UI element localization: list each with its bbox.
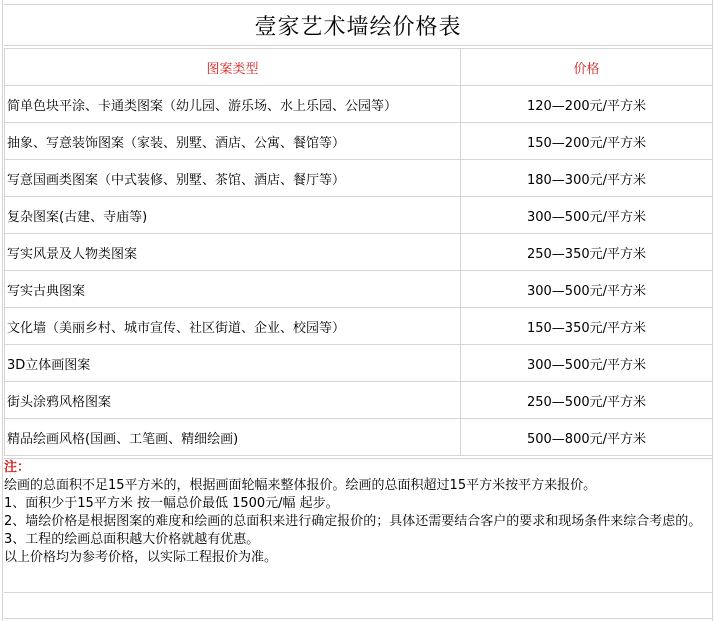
row-price-cell[interactable]: 150—350元/平方米 [461,308,713,345]
grid-line [4,618,712,619]
row-price-cell[interactable]: 300—500元/平方米 [461,197,713,234]
note-line: 1、面积少于15平方米 按一幅总价最低 1500元/幅 起步。 [4,496,339,511]
row-price-cell[interactable]: 250—350元/平方米 [461,234,713,271]
header-row [5,49,713,86]
table-row [5,345,713,382]
row-type-cell[interactable]: 写实风景及人物类图案 [5,234,461,271]
row-type-cell[interactable]: 写实古典图案 [5,271,461,308]
row-type-cell[interactable]: 3D立体画图案 [5,345,461,382]
table-row [5,86,713,123]
row-type-cell[interactable]: 写意国画类图案（中式装修、别墅、茶馆、酒店、餐厅等） [5,160,461,197]
header-price[interactable]: 价格 [461,49,713,86]
table-row [5,123,713,160]
row-price-cell[interactable]: 180—300元/平方米 [461,160,713,197]
table-row [5,197,713,234]
row-type-cell[interactable]: 文化墙（美丽乡村、城市宣传、社区街道、企业、校园等） [5,308,461,345]
table-row [5,160,713,197]
row-price-cell[interactable]: 120—200元/平方米 [461,86,713,123]
notes-label: 注： [4,460,31,475]
price-table [4,48,713,456]
notes-block[interactable] [4,458,712,567]
table-row [5,419,713,456]
note-line: 2、墙绘价格是根据图案的难度和绘画的总面积来进行确定报价的；具体还需要结合客户的要求和现场条件来综合考虑的。 [4,514,702,529]
note-line: 以上价格均为参考价格，以实际工程报价为准。 [4,550,278,565]
note-line: 绘画的总面积不足15平方米的，根据画面轮幅来整体报价。绘画的总面积超过15平方米按平方来报价。 [4,478,597,493]
table-row [5,382,713,419]
note-line: 3、工程的绘画总面积越大价格就越有优惠。 [4,532,260,547]
row-price-cell[interactable]: 300—500元/平方米 [461,345,713,382]
header-type[interactable]: 图案类型 [5,49,461,86]
sheet-title[interactable]: 壹家艺术墙绘价格表 [4,4,712,46]
row-type-cell[interactable]: 街头涂鸦风格图案 [5,382,461,419]
row-price-cell[interactable]: 250—500元/平方米 [461,382,713,419]
row-price-cell[interactable]: 500—800元/平方米 [461,419,713,456]
table-row [5,271,713,308]
row-type-cell[interactable]: 精品绘画风格(国画、工笔画、精细绘画) [5,419,461,456]
grid-line [2,0,3,621]
row-type-cell[interactable]: 简单色块平涂、卡通类图案（幼儿园、游乐场、水上乐园、公园等） [5,86,461,123]
row-type-cell[interactable]: 抽象、写意装饰图案（家装、别墅、酒店、公寓、餐馆等） [5,123,461,160]
grid-line [4,592,712,593]
table-row [5,308,713,345]
table-row [5,234,713,271]
row-price-cell[interactable]: 150—200元/平方米 [461,123,713,160]
row-price-cell[interactable]: 300—500元/平方米 [461,271,713,308]
row-type-cell[interactable]: 复杂图案(古建、寺庙等) [5,197,461,234]
